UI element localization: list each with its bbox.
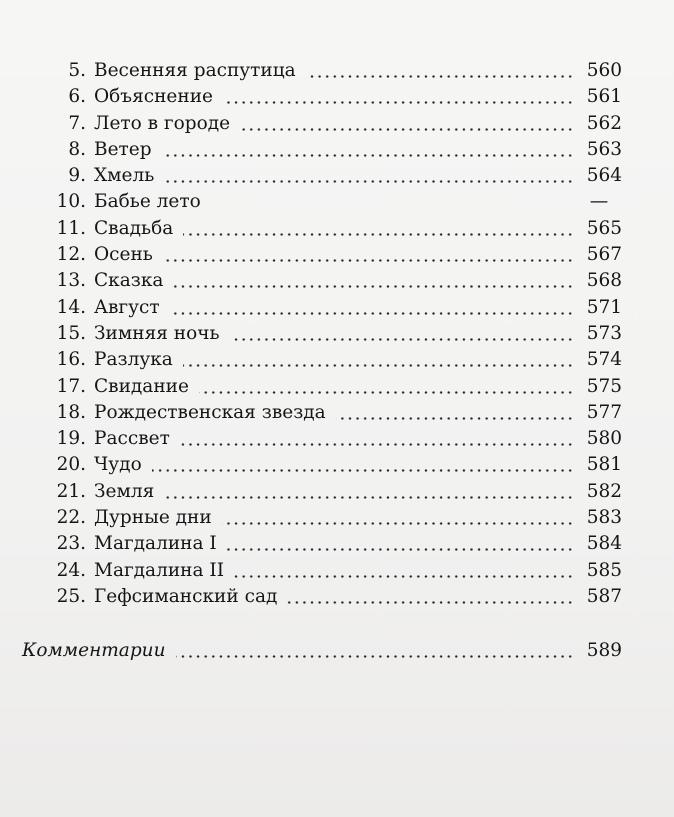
toc-entry-number: 5. [68,60,86,81]
toc-entry-title: Магдалина II [94,559,225,581]
toc-entry [0,505,674,531]
toc-entry-dot-leader [287,601,574,604]
toc-entry-page-number: 565 [586,217,622,239]
toc-entry-number: 9. [68,165,86,187]
toc-entry-page-number: 564 [586,165,622,187]
toc-entry-title: Хмель [94,165,155,187]
toc-entry-dot-leader [162,154,574,157]
toc-entry-dot-leader [170,312,574,315]
toc-entry-dot-leader [163,259,574,262]
toc-entry-title: Свидание [94,375,189,397]
toc-entry [0,242,674,268]
toc-entry-number: 10. [56,191,86,213]
toc-entry-page-number: 574 [586,349,622,371]
toc-entry-title: Весенняя распутица [94,60,296,81]
toc-entry [0,479,674,505]
toc-entry [0,268,674,294]
toc-entry-dot-leader [164,180,574,183]
toc-entry [0,531,674,557]
toc-entry-page-number: 573 [586,322,622,344]
toc-entry [0,321,674,347]
toc-entry [0,374,674,400]
toc-entry-page-number: 571 [586,296,622,318]
toc-entry-number: 19. [56,428,86,450]
toc-entry-number: 25. [56,585,86,607]
toc-entry-dot-leader [180,443,574,446]
toc-entry-title: Бабье лето [94,191,201,213]
toc-entry-page-number: 577 [586,401,622,423]
toc-entry-page-number: 563 [586,138,622,160]
toc-entry-dot-leader [223,101,574,104]
toc-entry-dot-leader [306,75,574,78]
toc-entry-title: Разлука [94,349,173,371]
toc-entry-page-number: 567 [586,244,622,266]
toc-entry [0,295,674,321]
toc-entry-title: Ветер [94,138,152,160]
toc-entry-page-number: 568 [586,270,622,292]
toc-entry-title: Чудо [94,454,142,476]
toc-entry [0,452,674,478]
toc-entry [0,189,674,215]
toc-entry [0,558,674,584]
toc-entry [0,111,674,137]
toc-entry-page-number: 560 [586,60,622,81]
toc-entry [0,163,674,189]
toc-entry [0,347,674,373]
toc-entry-number: 16. [56,349,86,371]
toc-entry-dot-leader [234,575,574,578]
toc-entry [0,58,674,84]
toc-entry-page-number: 587 [586,585,622,607]
toc-entry-number: 22. [56,507,86,529]
toc-entry-page-number: 575 [586,375,622,397]
toc-entry [0,216,674,242]
toc-entry-title: Земля [94,480,155,502]
toc-comments-row [0,636,674,666]
toc-entry-title: Дурные дни [94,507,212,529]
toc-entry-dot-leader [230,338,574,341]
toc-entry-page-number: — [589,191,609,213]
toc-entry-dot-leader [227,548,574,551]
toc-entry-dot-leader [152,469,574,472]
toc-entry-page-number: 581 [586,454,622,476]
toc-entry-number: 18. [56,401,86,423]
toc-entry-title: Рассвет [94,428,170,450]
comments-dot-leader [176,655,574,658]
toc-entry-title: Рождественская звезда [94,401,326,423]
toc-entry-page-number: 584 [586,533,622,555]
toc-entry-title: Магдалина I [94,533,217,555]
toc-entry-dot-leader [240,128,574,131]
toc-entry [0,400,674,426]
toc-entry-dot-leader [183,233,574,236]
toc-entry-number: 14. [56,296,86,318]
toc-entry-title: Сказка [94,270,164,292]
toc-entry-number: 17. [56,375,86,397]
toc-entry-number: 7. [68,112,86,134]
toc-entry-number: 6. [68,86,86,108]
toc-entry-title: Свадьба [94,217,174,239]
comments-title: Комментарии [22,640,166,661]
toc-entry-page-number: 583 [586,507,622,529]
toc-entry-page-number: 582 [586,480,622,502]
toc-entry-dot-leader [173,285,574,288]
toc-entry [0,137,674,163]
table-of-contents [0,58,674,610]
toc-entry-page-number: 561 [586,86,622,108]
toc-entry-title: Лето в городе [94,112,231,134]
toc-entry-title: Август [94,296,160,318]
toc-entry-dot-leader [199,391,574,394]
toc-entry-dot-leader [222,522,574,525]
toc-entry-title: Осень [94,244,153,266]
toc-entry-number: 12. [56,244,86,266]
toc-entry-title: Зимняя ночь [94,322,220,344]
toc-entry-number: 13. [56,270,86,292]
toc-entry-dot-leader [164,496,574,499]
toc-entry-number: 23. [56,533,86,555]
toc-entry-title: Объяснение [94,86,213,108]
toc-entry-dot-leader [183,364,574,367]
toc-entry [0,84,674,110]
toc-entry-number: 8. [68,138,86,160]
toc-entry-title: Гефсиманский сад [94,585,278,607]
toc-entry-number: 15. [56,322,86,344]
toc-entry-page-number: 585 [586,559,622,581]
toc-entry-page-number: 562 [586,112,622,134]
toc-entry-number: 21. [56,480,86,502]
toc-entry-number: 24. [56,559,86,581]
comments-page-number: 589 [586,640,622,661]
toc-entry [0,584,674,610]
toc-entry-number: 20. [56,454,86,476]
toc-entry-dot-leader [336,417,574,420]
toc-entry-page-number: 580 [586,428,622,450]
toc-entry-number: 11. [56,217,86,239]
toc-entry [0,426,674,452]
